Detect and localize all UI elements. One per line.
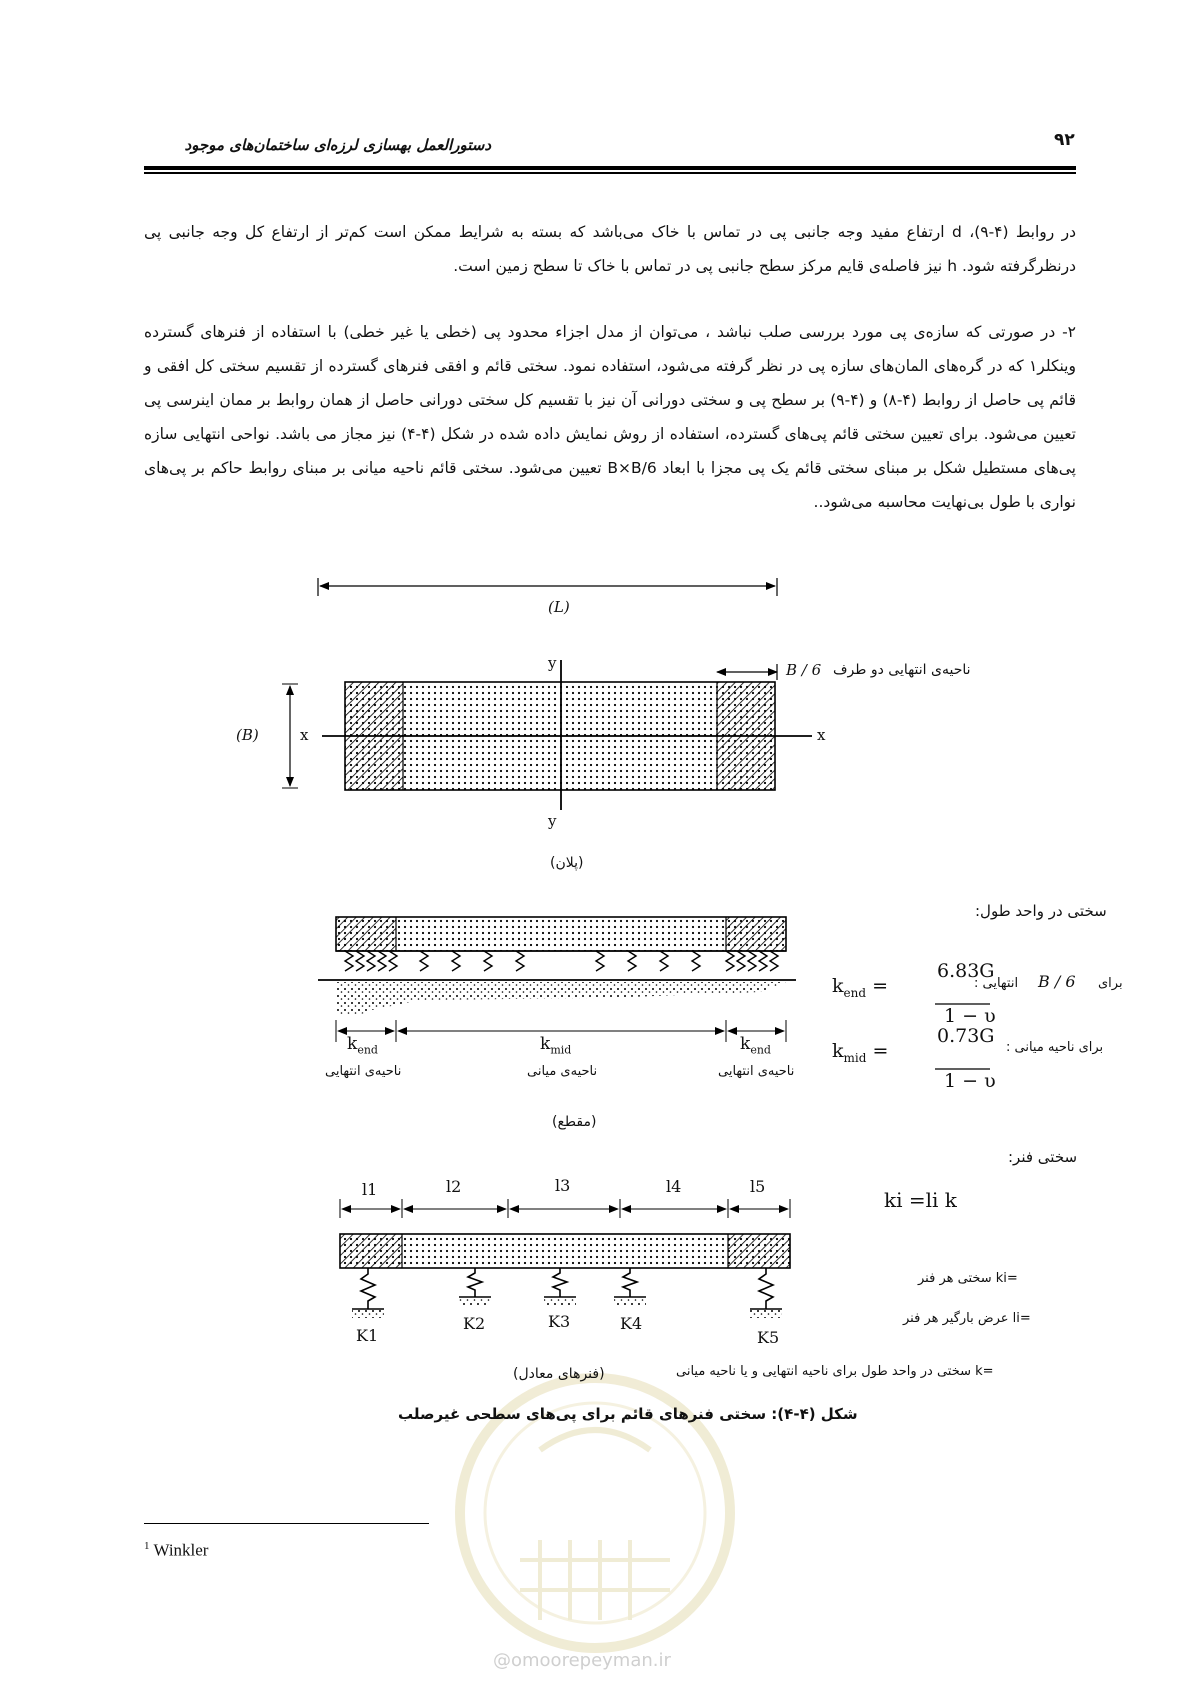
plan-y-axis-bottom: y [548,812,557,830]
K3-label: K3 [548,1312,571,1331]
footnote-rule [144,1523,429,1524]
plan-y-axis-top: y [548,654,557,672]
zone-mid-label: ناحیه‌ی میانی [527,1064,598,1079]
l5-label: l5 [750,1177,766,1196]
l1-label: l1 [362,1180,378,1199]
paragraph-2: ۲- در صورتی که سازه‌ی پی مورد بررسی صلب نباشد ، می‌توان از مدل اجزاء محدود پی (خطی یا غیر خطی) با استفاده از فنرهای گسترده وینکلر۱ که در گره‌های المان‌های سازه پی در نظر گرفته می‌شود، استفاده نمود. سختی قائم و افقی فنرهای گسترده از تقسیم سختی کل افقی و قائم پی حاصل از روابط (۴-۸) و (۴-۹) بر سطح پی و سختی دورانی آن نیز با تقسیم کل سختی دورانی حاصل از همان روابط بر ممان اینرسی پی تعیین می‌شود. برای تعیین سختی قائم پی‌های گسترده، استفاده از روش نمایش داده شده در شکل (۴-۴) نیز مجاز می باشد. نواحی انتهایی سازه پی‌های مستطیل شکل بر مبنای سختی قائم یک پی مجزا با ابعاد B×B/6 تعیین می‌شود. سختی قائم ناحیه میانی بر مبنای روابط حاکم بر پی‌های نواری با طول بی‌نهایت محاسبه می‌شود.. [144,323,1077,511]
eq1-lhs: $k_{end}$ = [832,975,888,1000]
paragraph-1: در روابط (۴-۹)، d ارتفاع مفید وجه جانبی پی در تماس با خاک می‌باشد که بسته به شرایط ممکن است کم‌تر از ارتفاع کل وجه جانبی پی درنظرگرفته شود. h نیز فاصله‌ی قایم مرکز سطح جانبی پی در تماس با خاک تا سطح زمین است. [144,223,1076,275]
footnote: $^1$ Winkler [144,1540,209,1560]
section-caption: (مقطع) [552,1114,597,1130]
plan-length-label: (L) [548,598,570,616]
section-stiffness-title: سختی در واحد طول: [975,902,1107,920]
eq2-description: برای ناحیه میانی : [1006,1040,1104,1055]
section-k-end-left: $k_{end}$ [347,1034,378,1057]
watermark-url: @omoorepeyman.ir [493,1650,671,1671]
page-number: ۹۲ [1054,130,1075,150]
eq1-denominator: 1 − υ [944,1005,996,1027]
l3-label: l3 [555,1176,571,1195]
eq1-numerator: 6.83G [937,960,995,982]
definition-ki: =ki سختی هر فنر [918,1271,1018,1286]
zone-end-right-label: ناحیه‌ی انتهایی [718,1064,795,1079]
eq2-numerator: 0.73G [937,1025,995,1047]
end-zone-label: ناحیه‌ی انتهایی دو طرف [833,662,971,678]
end-zone-dimension: B / 6 [786,661,822,679]
section-k-mid: $k_{mid}$ [540,1034,572,1057]
section-view [318,917,990,1069]
K2-label: K2 [463,1314,486,1333]
plan-x-axis-left: x [300,726,309,744]
eq1-desc-a: برای [1098,976,1123,991]
eq1-desc-c: انتهایی : [974,976,1019,991]
springs-title: سختی فنر: [1008,1148,1078,1166]
plan-width-label: (B) [236,726,259,744]
springs-view [340,1199,790,1318]
eq2-denominator: 1 − υ [944,1070,996,1092]
K5-label: K5 [757,1328,780,1347]
section-k-end-right: $k_{end}$ [740,1034,771,1057]
spring-formula: ki =li k [884,1188,957,1212]
definition-li: =li عرض بارگیر هر فنر [903,1311,1031,1326]
figure-title: شکل (۴-۴): سختی فنرهای قائم برای پی‌های سطحی غیرصلب [398,1405,858,1423]
eq1-desc-b: B / 6 [1038,972,1076,991]
plan-x-axis-right: x [817,726,826,744]
l4-label: l4 [666,1177,682,1196]
l2-label: l2 [446,1177,462,1196]
definition-k: =k سختی در واحد طول برای ناحیه انتهایی و یا ناحیه میانی [676,1364,994,1379]
K1-label: K1 [356,1326,379,1345]
eq2-lhs: $k_{mid}$ = [832,1040,889,1065]
K4-label: K4 [620,1314,643,1333]
zone-end-left-label: ناحیه‌ی انتهایی [325,1064,402,1079]
running-header-title: دستورالعمل بهسازی لرزه‌ای ساختمان‌های موجود [184,136,491,154]
plan-caption: (پلان) [550,855,584,871]
springs-caption: (فنرهای معادل) [513,1366,605,1382]
plan-view [282,578,812,810]
